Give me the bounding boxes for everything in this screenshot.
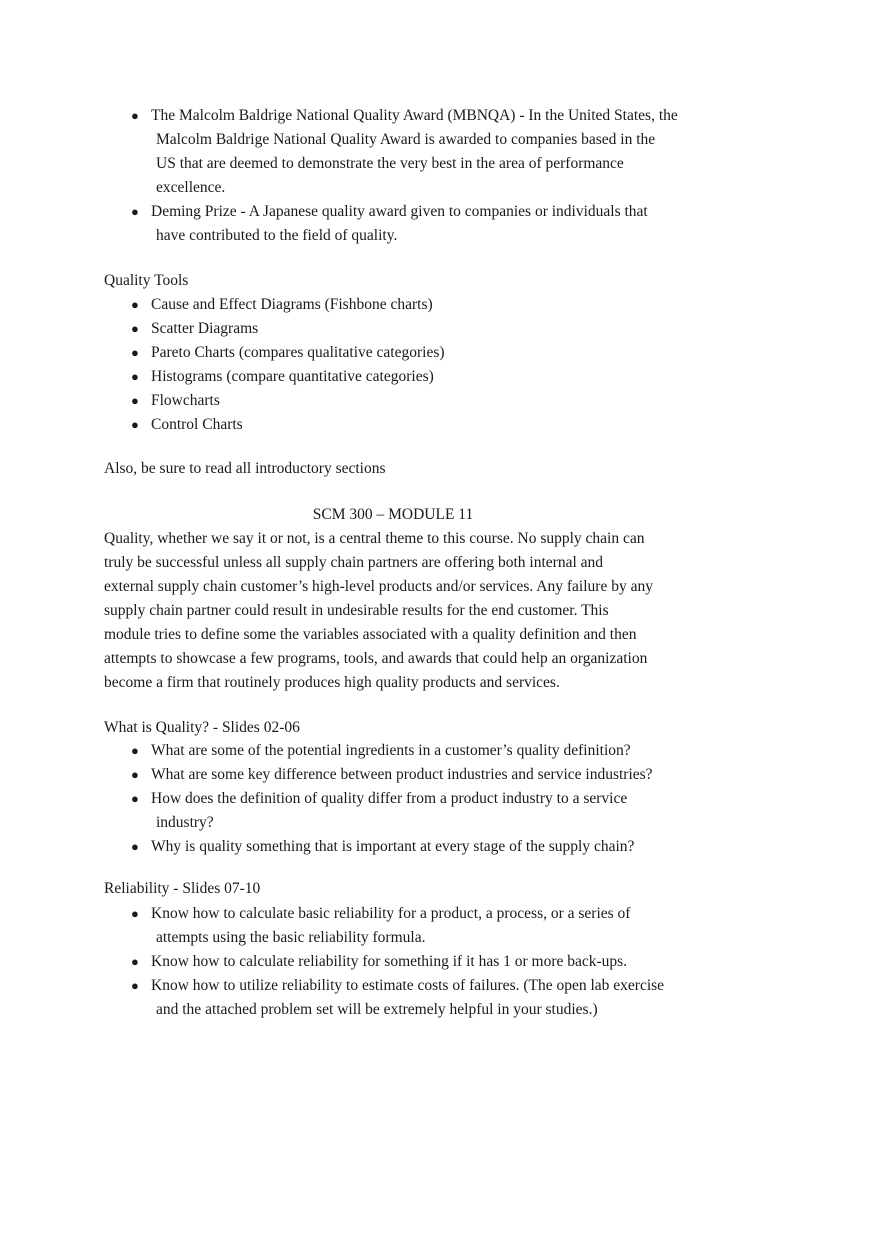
- list-item-text: Why is quality something that is important at every stage of the supply chain?: [151, 838, 635, 855]
- module-title: SCM 300 – MODULE 11: [312, 506, 474, 523]
- bullet-icon: ●: [131, 369, 139, 384]
- bullet-icon: ●: [131, 345, 139, 360]
- paragraph-line: Quality, whether we say it or not, is a central theme to this course. No supply chain can: [104, 530, 645, 547]
- list-item-text: Control Charts: [151, 416, 243, 433]
- list-item-text: have contributed to the field of quality.: [156, 227, 398, 244]
- paragraph-line: truly be successful unless all supply chain partners are offering both internal and: [104, 554, 604, 571]
- bullet-icon: ●: [131, 767, 139, 782]
- bullet-icon: ●: [131, 906, 139, 921]
- paragraph-line: external supply chain customer’s high-level products and/or services. Any failure by any: [104, 578, 653, 595]
- bullet-icon: ●: [131, 417, 139, 432]
- paragraph-line: become a firm that routinely produces high quality products and services.: [104, 674, 560, 691]
- list-item-text: Flowcharts: [151, 392, 220, 409]
- list-item-text: US that are deemed to demonstrate the very best in the area of performance: [156, 155, 624, 172]
- list-item-text: Histograms (compare quantitative categories): [151, 368, 434, 385]
- bullet-icon: ●: [131, 393, 139, 408]
- list-item-text: and the attached problem set will be extremely helpful in your studies.): [156, 1001, 598, 1018]
- list-item-text: Know how to utilize reliability to estimate costs of failures. (The open lab exercise: [151, 977, 665, 994]
- paragraph-line: supply chain partner could result in undesirable results for the end customer. This: [104, 602, 609, 619]
- list-item-text: Malcolm Baldrige National Quality Award is awarded to companies based in the: [156, 131, 656, 148]
- list-item-text: The Malcolm Baldrige National Quality Award (MBNQA) - In the United States, the: [151, 107, 678, 124]
- bullet-icon: ●: [131, 839, 139, 854]
- bullet-icon: ●: [131, 108, 139, 123]
- paragraph-line: module tries to define some the variables associated with a quality definition and then: [104, 626, 637, 643]
- paragraph-line: attempts to showcase a few programs, tools, and awards that could help an organization: [104, 650, 648, 667]
- list-item-text: attempts using the basic reliability formula.: [156, 929, 426, 946]
- list-item-text: Cause and Effect Diagrams (Fishbone charts): [151, 296, 433, 313]
- bullet-icon: ●: [131, 204, 139, 219]
- bullet-icon: ●: [131, 297, 139, 312]
- list-item-text: Pareto Charts (compares qualitative categories): [151, 344, 445, 361]
- bullet-icon: ●: [131, 978, 139, 993]
- quality-tools-heading: Quality Tools: [104, 272, 189, 289]
- list-item-text: Know how to calculate reliability for something if it has 1 or more back-ups.: [151, 953, 628, 970]
- list-item-text: How does the definition of quality differ from a product industry to a service: [151, 790, 628, 807]
- what-is-quality-heading: What is Quality? - Slides 02-06: [104, 719, 300, 736]
- bullet-icon: ●: [131, 954, 139, 969]
- bullet-icon: ●: [131, 321, 139, 336]
- list-item-text: What are some of the potential ingredients in a customer’s quality definition?: [151, 742, 631, 759]
- list-item-text: industry?: [156, 814, 214, 831]
- list-item-text: Know how to calculate basic reliability for a product, a process, or a series of: [151, 905, 631, 922]
- list-item-text: excellence.: [156, 179, 226, 196]
- bullet-icon: ●: [131, 743, 139, 758]
- reliability-heading: Reliability - Slides 07-10: [104, 880, 261, 897]
- list-item-text: What are some key difference between product industries and service industries?: [151, 766, 653, 783]
- bullet-icon: ●: [131, 791, 139, 806]
- list-item-text: Scatter Diagrams: [151, 320, 259, 337]
- list-item-text: Deming Prize - A Japanese quality award given to companies or individuals that: [151, 203, 648, 220]
- intro-note: Also, be sure to read all introductory sections: [104, 460, 386, 477]
